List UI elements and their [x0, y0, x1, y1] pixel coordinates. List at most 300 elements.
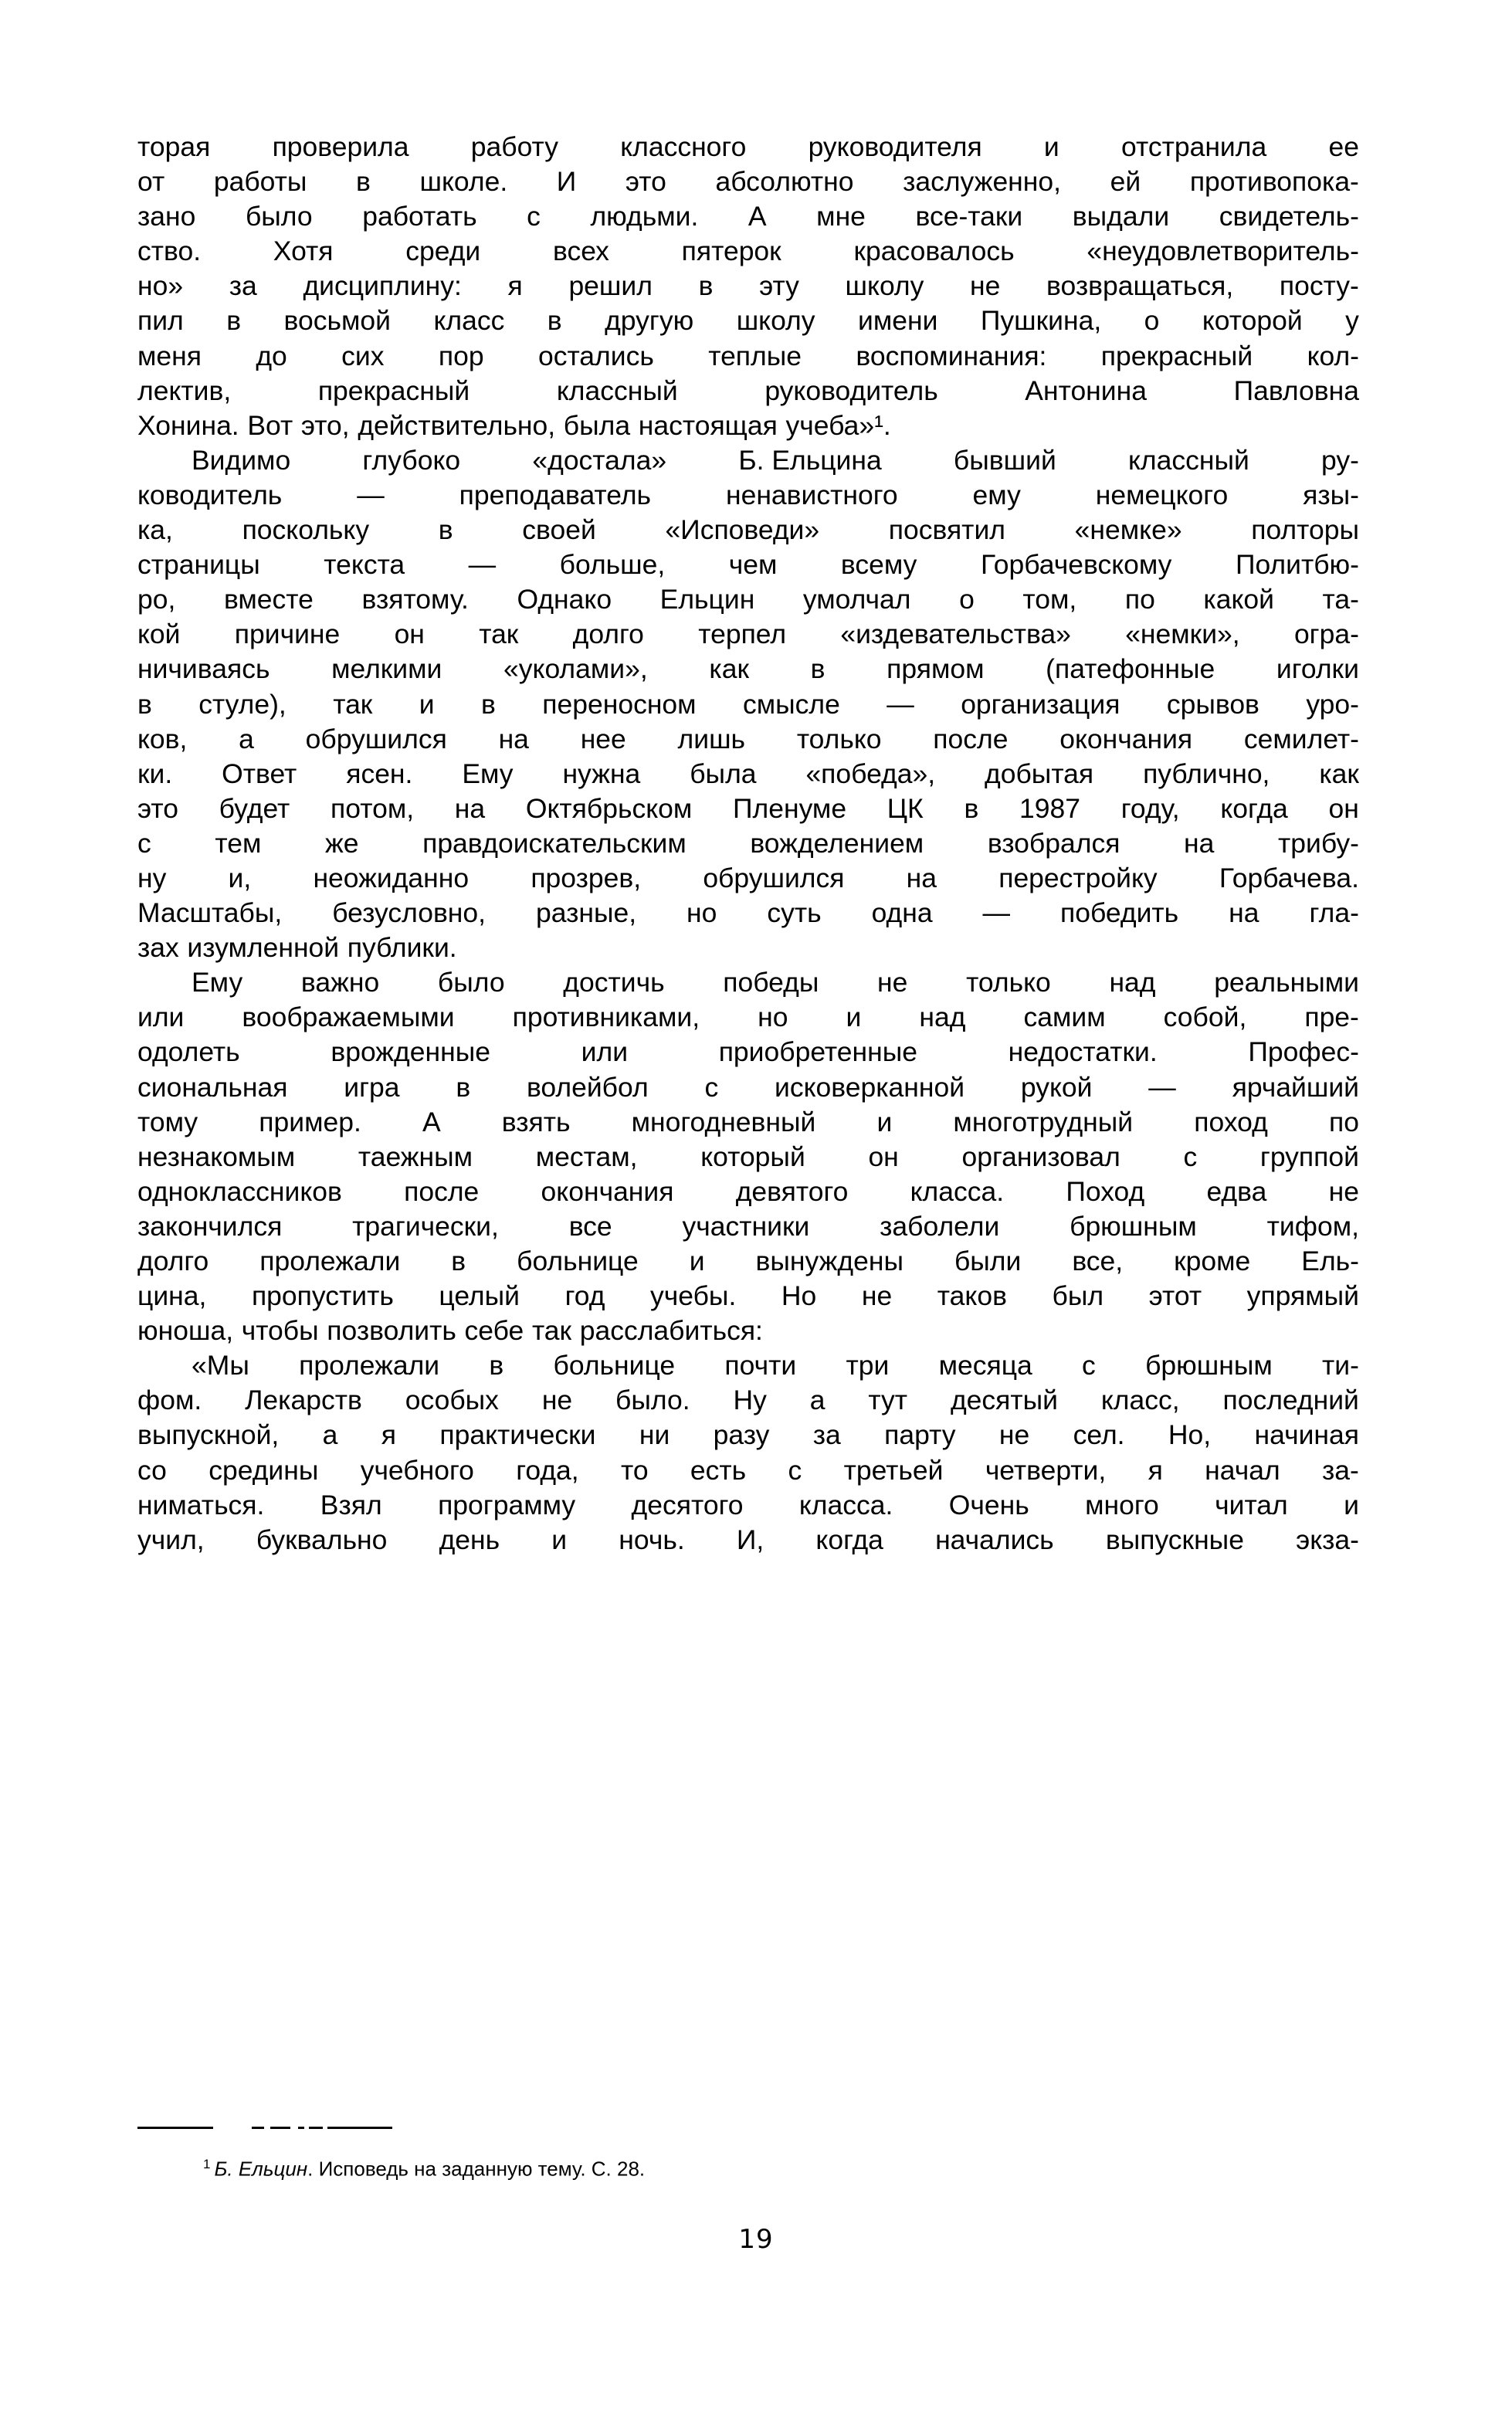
text-word: не	[998, 1419, 1030, 1451]
text-word: со	[137, 1454, 167, 1486]
text-word: пил	[137, 305, 184, 337]
text-word: посту-	[1279, 270, 1359, 302]
text-line	[137, 1279, 1359, 1314]
text-word: —	[887, 688, 914, 720]
text-word: начиная	[1254, 1419, 1359, 1451]
text-word: и	[419, 688, 435, 720]
text-word: работы	[213, 166, 307, 198]
text-word: так	[531, 1315, 572, 1347]
text-word: —	[357, 479, 385, 510]
text-word: экза-	[1296, 1524, 1359, 1555]
text-word: гла-	[1309, 897, 1359, 929]
footnote-citation: . Исповедь на заданную тему. С. 28.	[307, 2157, 646, 2181]
text-word: А	[748, 201, 767, 232]
footnote-author: Б. Ельцин	[214, 2157, 308, 2181]
text-word: вместе	[223, 584, 314, 615]
text-word: стуле),	[198, 688, 286, 720]
text-word: с	[704, 1071, 719, 1103]
text-word: победить	[1060, 897, 1179, 929]
text-word: этот	[1148, 1280, 1202, 1312]
text-word: прекрасный	[1100, 340, 1253, 371]
text-word: с	[527, 201, 541, 232]
text-word: не	[877, 967, 908, 998]
text-word: вынуждены	[755, 1246, 903, 1276]
text-word: полторы	[1251, 514, 1359, 546]
text-word: реальными	[1214, 967, 1359, 998]
text-word: самим	[1023, 1002, 1106, 1033]
text-word: о	[1144, 305, 1160, 337]
text-word: ее	[1328, 131, 1359, 162]
text-word: Политбю-	[1235, 549, 1359, 581]
text-line	[137, 1488, 1359, 1523]
text-word: год	[564, 1280, 605, 1312]
text-word: собой,	[1163, 1002, 1247, 1033]
text-word: преподаватель	[459, 479, 652, 510]
text-word: чем	[728, 549, 778, 581]
text-word: Ельцин	[659, 584, 755, 615]
text-word: тем	[215, 827, 262, 859]
text-word: язы-	[1303, 479, 1359, 510]
text-word: Но,	[1168, 1419, 1212, 1451]
text-line	[137, 1523, 1359, 1558]
text-word: добытая	[985, 758, 1094, 789]
text-word: одноклассников	[137, 1175, 342, 1207]
footnote-separator-rule	[137, 2125, 462, 2130]
text-word: пор	[438, 340, 484, 371]
text-word: расслабиться:	[579, 1315, 763, 1347]
text-line	[137, 234, 1359, 269]
text-line	[137, 269, 1359, 303]
text-word: страницы	[137, 549, 260, 581]
text-word: Очень	[948, 1489, 1029, 1520]
text-word: месяца	[938, 1350, 1032, 1381]
text-word: кол-	[1307, 340, 1359, 371]
text-word: класс	[433, 305, 505, 337]
text-word: решил	[568, 270, 653, 302]
text-word: ство.	[137, 236, 202, 267]
text-word: а	[239, 723, 254, 754]
text-word: тут	[868, 1385, 908, 1416]
text-word: зах	[137, 932, 179, 964]
text-word: ка,	[137, 514, 173, 546]
text-word: взятому.	[361, 584, 469, 615]
text-word: почти	[724, 1350, 797, 1381]
text-word: Хотя	[273, 236, 334, 267]
text-word: на	[906, 862, 937, 893]
text-word: нужна	[562, 758, 641, 789]
text-word: день	[439, 1524, 500, 1555]
text-word: «немке»	[1074, 514, 1182, 546]
text-word: воображаемыми	[242, 1002, 455, 1033]
text-word: ну	[137, 862, 167, 893]
text-line	[137, 792, 1359, 826]
text-word: классного	[620, 131, 747, 162]
text-line	[137, 861, 1359, 896]
text-word: было	[245, 201, 313, 232]
text-word: так	[333, 688, 373, 720]
text-word: которой	[1202, 305, 1303, 337]
text-word: заболели	[880, 1210, 1000, 1242]
text-word: учеба»¹.	[785, 409, 891, 441]
text-word: с	[1082, 1350, 1096, 1381]
text-word: публики.	[347, 932, 457, 964]
text-word: учебного	[360, 1454, 474, 1486]
text-word: который	[700, 1141, 805, 1172]
text-word: —	[1148, 1071, 1176, 1103]
text-line	[137, 130, 1359, 164]
text-word: долго	[137, 1246, 209, 1276]
text-word: школе.	[419, 166, 508, 198]
text-word: в	[489, 1350, 504, 1381]
text-word: были	[954, 1246, 1022, 1276]
text-word: то	[620, 1454, 649, 1486]
text-word: многотрудный	[953, 1106, 1134, 1137]
text-word: меня	[137, 340, 202, 371]
body-text-column	[137, 130, 1359, 1558]
text-word: Видимо	[192, 444, 291, 476]
text-word: больше,	[559, 549, 666, 581]
text-word: волейбол	[526, 1071, 649, 1103]
text-word: с	[1183, 1141, 1198, 1172]
text-word: и	[846, 1002, 862, 1033]
text-word: причине	[234, 619, 341, 650]
text-word: «уколами»,	[503, 653, 648, 685]
text-word: как	[1319, 758, 1359, 789]
text-word: за	[229, 270, 257, 302]
text-word: работу	[470, 131, 558, 162]
text-word: года,	[516, 1454, 579, 1486]
text-word: своей	[522, 514, 596, 546]
text-word: не	[541, 1385, 573, 1416]
text-word: публично,	[1143, 758, 1270, 789]
text-word: ков,	[137, 723, 188, 754]
text-word: практически	[439, 1419, 596, 1451]
text-word: и	[1344, 1489, 1359, 1520]
text-word: действительно,	[358, 409, 556, 441]
text-word: в	[547, 305, 562, 337]
text-word: неожиданно	[313, 862, 470, 893]
text-word: третьей	[843, 1454, 944, 1486]
text-word: отстранила	[1121, 131, 1267, 162]
text-word: особых	[405, 1385, 499, 1416]
text-line	[137, 757, 1359, 792]
text-word: все-таки	[915, 201, 1023, 232]
text-word: А	[422, 1106, 441, 1137]
text-word: же	[324, 827, 359, 859]
text-word: Хонина.	[137, 409, 239, 441]
text-word: Октябрьском	[525, 792, 693, 824]
text-word: прямом	[887, 653, 985, 685]
text-word: Масштабы,	[137, 897, 283, 929]
text-word: брюшным	[1145, 1350, 1273, 1381]
text-word: сиональная	[137, 1071, 288, 1103]
text-word: девятого	[735, 1175, 849, 1207]
text-word: с	[137, 827, 151, 859]
text-word: я	[381, 1419, 397, 1451]
rule-segment	[252, 2127, 264, 2129]
text-word: местам,	[535, 1141, 638, 1172]
text-word: последний	[1222, 1385, 1359, 1416]
text-line	[137, 826, 1359, 861]
text-word: обрушился	[305, 723, 447, 754]
text-word: пролежали	[299, 1350, 440, 1381]
text-word: Б. Ельцина	[738, 444, 882, 476]
text-word: Горбачева.	[1219, 862, 1359, 893]
text-word: парту	[884, 1419, 956, 1451]
text-word: на	[1184, 827, 1215, 859]
text-word: текста	[324, 549, 405, 581]
text-word: до	[256, 340, 287, 371]
text-word: сих	[341, 340, 385, 371]
text-word: в	[451, 1246, 466, 1276]
text-word: у	[1345, 305, 1359, 337]
text-line	[137, 931, 1359, 965]
text-word: взять	[501, 1106, 571, 1137]
text-word: и	[689, 1246, 705, 1276]
text-word: цина,	[137, 1280, 207, 1312]
text-word: по	[1328, 1106, 1359, 1137]
text-word: выпускные	[1105, 1524, 1244, 1555]
text-word: в	[137, 688, 152, 720]
text-word: лектив,	[137, 375, 232, 406]
text-word: дисциплину:	[303, 270, 462, 302]
text-word: Вот	[247, 409, 293, 441]
text-word: огра-	[1293, 619, 1359, 650]
text-word: больнице	[517, 1246, 639, 1276]
text-word: противопока-	[1189, 166, 1359, 198]
text-word: вожделением	[750, 827, 924, 859]
text-word: всему	[840, 549, 917, 581]
text-word: была	[690, 758, 757, 789]
text-word: прекрасный	[317, 375, 470, 406]
text-word: фом.	[137, 1385, 202, 1416]
text-word: целый	[439, 1280, 520, 1312]
text-line	[137, 303, 1359, 338]
text-line	[137, 374, 1359, 408]
text-word: «немки»,	[1125, 619, 1240, 650]
text-word: —	[468, 549, 497, 581]
text-word: упрямый	[1246, 1280, 1359, 1312]
text-line	[137, 617, 1359, 652]
text-word: зано	[137, 201, 196, 232]
text-line	[137, 1105, 1359, 1140]
text-word: за-	[1322, 1454, 1359, 1486]
text-word: я	[507, 270, 523, 302]
text-line	[137, 1000, 1359, 1035]
text-word: поскольку	[242, 514, 370, 546]
footnote-text	[137, 2151, 1359, 2182]
text-word: все	[568, 1210, 612, 1242]
text-word: безусловно,	[332, 897, 486, 929]
text-word: «Исповеди»	[665, 514, 820, 546]
text-word: году,	[1120, 792, 1180, 824]
text-line	[137, 1453, 1359, 1488]
text-word: Горбачевскому	[980, 549, 1172, 581]
text-line	[137, 1070, 1359, 1105]
text-word: читал	[1215, 1489, 1288, 1520]
paragraph	[137, 1348, 1359, 1558]
text-word: «Мы	[192, 1350, 249, 1381]
text-word: «победа»,	[805, 758, 936, 789]
text-line	[137, 582, 1359, 617]
text-word: организация	[961, 688, 1120, 720]
text-word: 1987	[1019, 792, 1080, 824]
text-word: пре-	[1304, 1002, 1359, 1033]
text-word: бывший	[953, 444, 1056, 476]
text-word: в	[226, 305, 242, 337]
text-word: ночь.	[619, 1524, 685, 1555]
text-word: не	[1328, 1175, 1359, 1207]
text-word: не	[861, 1280, 893, 1312]
text-word: врожденные	[331, 1036, 490, 1068]
text-word: начал	[1205, 1454, 1280, 1486]
text-word: ро,	[137, 584, 176, 615]
text-word: как	[709, 653, 749, 685]
text-word: ру-	[1321, 444, 1359, 476]
text-word: Павловна	[1233, 375, 1359, 406]
text-word: уро-	[1306, 688, 1359, 720]
text-word: «неудовлетворитель-	[1087, 236, 1359, 267]
text-word: только	[966, 967, 1051, 998]
text-word: ненавистного	[725, 479, 898, 510]
text-word: и	[876, 1106, 893, 1137]
text-word: учебы.	[650, 1280, 737, 1312]
text-word: недостатки.	[1008, 1036, 1158, 1068]
text-word: та-	[1322, 584, 1359, 615]
text-word: одолеть	[137, 1036, 240, 1068]
text-word: выдали	[1072, 201, 1170, 232]
text-word: достичь	[563, 967, 665, 998]
text-word: таежным	[358, 1141, 473, 1172]
text-word: восьмой	[283, 305, 391, 337]
text-word: противниками,	[512, 1002, 700, 1033]
text-word: свидетель-	[1219, 201, 1359, 232]
text-word: больнице	[553, 1350, 676, 1381]
rule-segment	[298, 2127, 304, 2129]
text-word: в	[356, 166, 371, 198]
text-word: в	[456, 1071, 471, 1103]
text-word: руководитель	[764, 375, 938, 406]
text-word: Пушкина,	[980, 305, 1102, 337]
rule-segment	[270, 2127, 290, 2129]
text-word: есть	[690, 1454, 747, 1486]
text-word: был	[1052, 1280, 1104, 1312]
text-word: Ну	[733, 1385, 767, 1416]
text-word: это	[137, 792, 178, 824]
text-word: (патефонные	[1046, 653, 1215, 685]
text-word: правдоискательским	[422, 827, 687, 859]
text-word: —	[982, 897, 1011, 929]
text-word: классный	[556, 375, 678, 406]
text-word: незнакомым	[137, 1141, 296, 1172]
text-word: кроме	[1174, 1246, 1251, 1276]
footnote-block	[137, 2125, 1359, 2182]
text-line	[137, 547, 1359, 582]
text-word: поход	[1194, 1106, 1268, 1137]
text-word: терпел	[698, 619, 787, 650]
text-word: окончания	[541, 1175, 674, 1207]
text-word: класс,	[1100, 1385, 1180, 1416]
text-word: обрушился	[703, 862, 845, 893]
paragraph	[137, 443, 1359, 965]
rule-segment	[137, 2127, 213, 2129]
text-word: Но	[781, 1280, 817, 1312]
text-word: средины	[208, 1454, 319, 1486]
text-word: Пленуме	[733, 792, 847, 824]
text-word: приобретенные	[718, 1036, 917, 1068]
text-word: но	[687, 897, 717, 929]
text-word: мне	[816, 201, 866, 232]
text-word: ти-	[1322, 1350, 1359, 1381]
text-word: Ответ	[222, 758, 297, 789]
text-word: ни	[639, 1419, 670, 1451]
text-word: эту	[759, 270, 799, 302]
text-word: от	[137, 166, 165, 198]
text-word: одна	[871, 897, 933, 929]
text-word: многодневный	[631, 1106, 816, 1137]
text-word: имени	[857, 305, 938, 337]
text-word: семилет-	[1243, 723, 1359, 754]
text-word: три	[846, 1350, 890, 1381]
paragraph	[137, 965, 1359, 1348]
text-word: таков	[937, 1280, 1007, 1312]
text-word: Ему	[192, 967, 243, 998]
text-word: закончился	[137, 1210, 283, 1242]
text-word: и,	[228, 862, 252, 893]
text-word: за	[812, 1419, 841, 1451]
text-word: пример.	[259, 1106, 361, 1137]
text-word: воспоминания:	[856, 340, 1047, 371]
text-word: срывов	[1166, 688, 1259, 720]
text-line	[137, 478, 1359, 513]
text-word: позволить	[327, 1315, 456, 1347]
text-word: долго	[572, 619, 644, 650]
text-word: руководителя	[808, 131, 982, 162]
text-word: Поход	[1066, 1175, 1145, 1207]
text-line	[137, 1035, 1359, 1070]
text-word: класса.	[798, 1489, 893, 1520]
text-word: людьми.	[590, 201, 699, 232]
text-word: много	[1085, 1489, 1159, 1520]
text-word: ЦК	[887, 792, 924, 824]
text-word: заслуженно,	[903, 166, 1062, 198]
text-word: на	[1229, 897, 1259, 929]
text-word: мелкими	[331, 653, 442, 685]
text-word: после	[933, 723, 1009, 754]
text-word: была	[563, 409, 631, 441]
text-word: проверила	[272, 131, 409, 162]
text-word: победы	[723, 967, 819, 998]
text-word: разные,	[535, 897, 637, 929]
text-line	[137, 1383, 1359, 1418]
text-word: ей	[1110, 166, 1141, 198]
footnote-marker: 1	[203, 2157, 211, 2171]
text-word: потом,	[331, 792, 415, 824]
text-word: не	[970, 270, 1001, 302]
text-word: том,	[1022, 584, 1077, 615]
text-line	[137, 1348, 1359, 1383]
text-word: все,	[1072, 1246, 1124, 1276]
text-word: торая	[137, 131, 211, 162]
text-word: чтобы	[241, 1315, 319, 1347]
text-word: но	[758, 1002, 788, 1033]
text-word: в	[964, 792, 979, 824]
text-line	[137, 687, 1359, 722]
text-word: в	[438, 514, 453, 546]
text-word: он	[1328, 792, 1359, 824]
text-line	[137, 1209, 1359, 1244]
text-word: исковерканной	[775, 1071, 965, 1103]
